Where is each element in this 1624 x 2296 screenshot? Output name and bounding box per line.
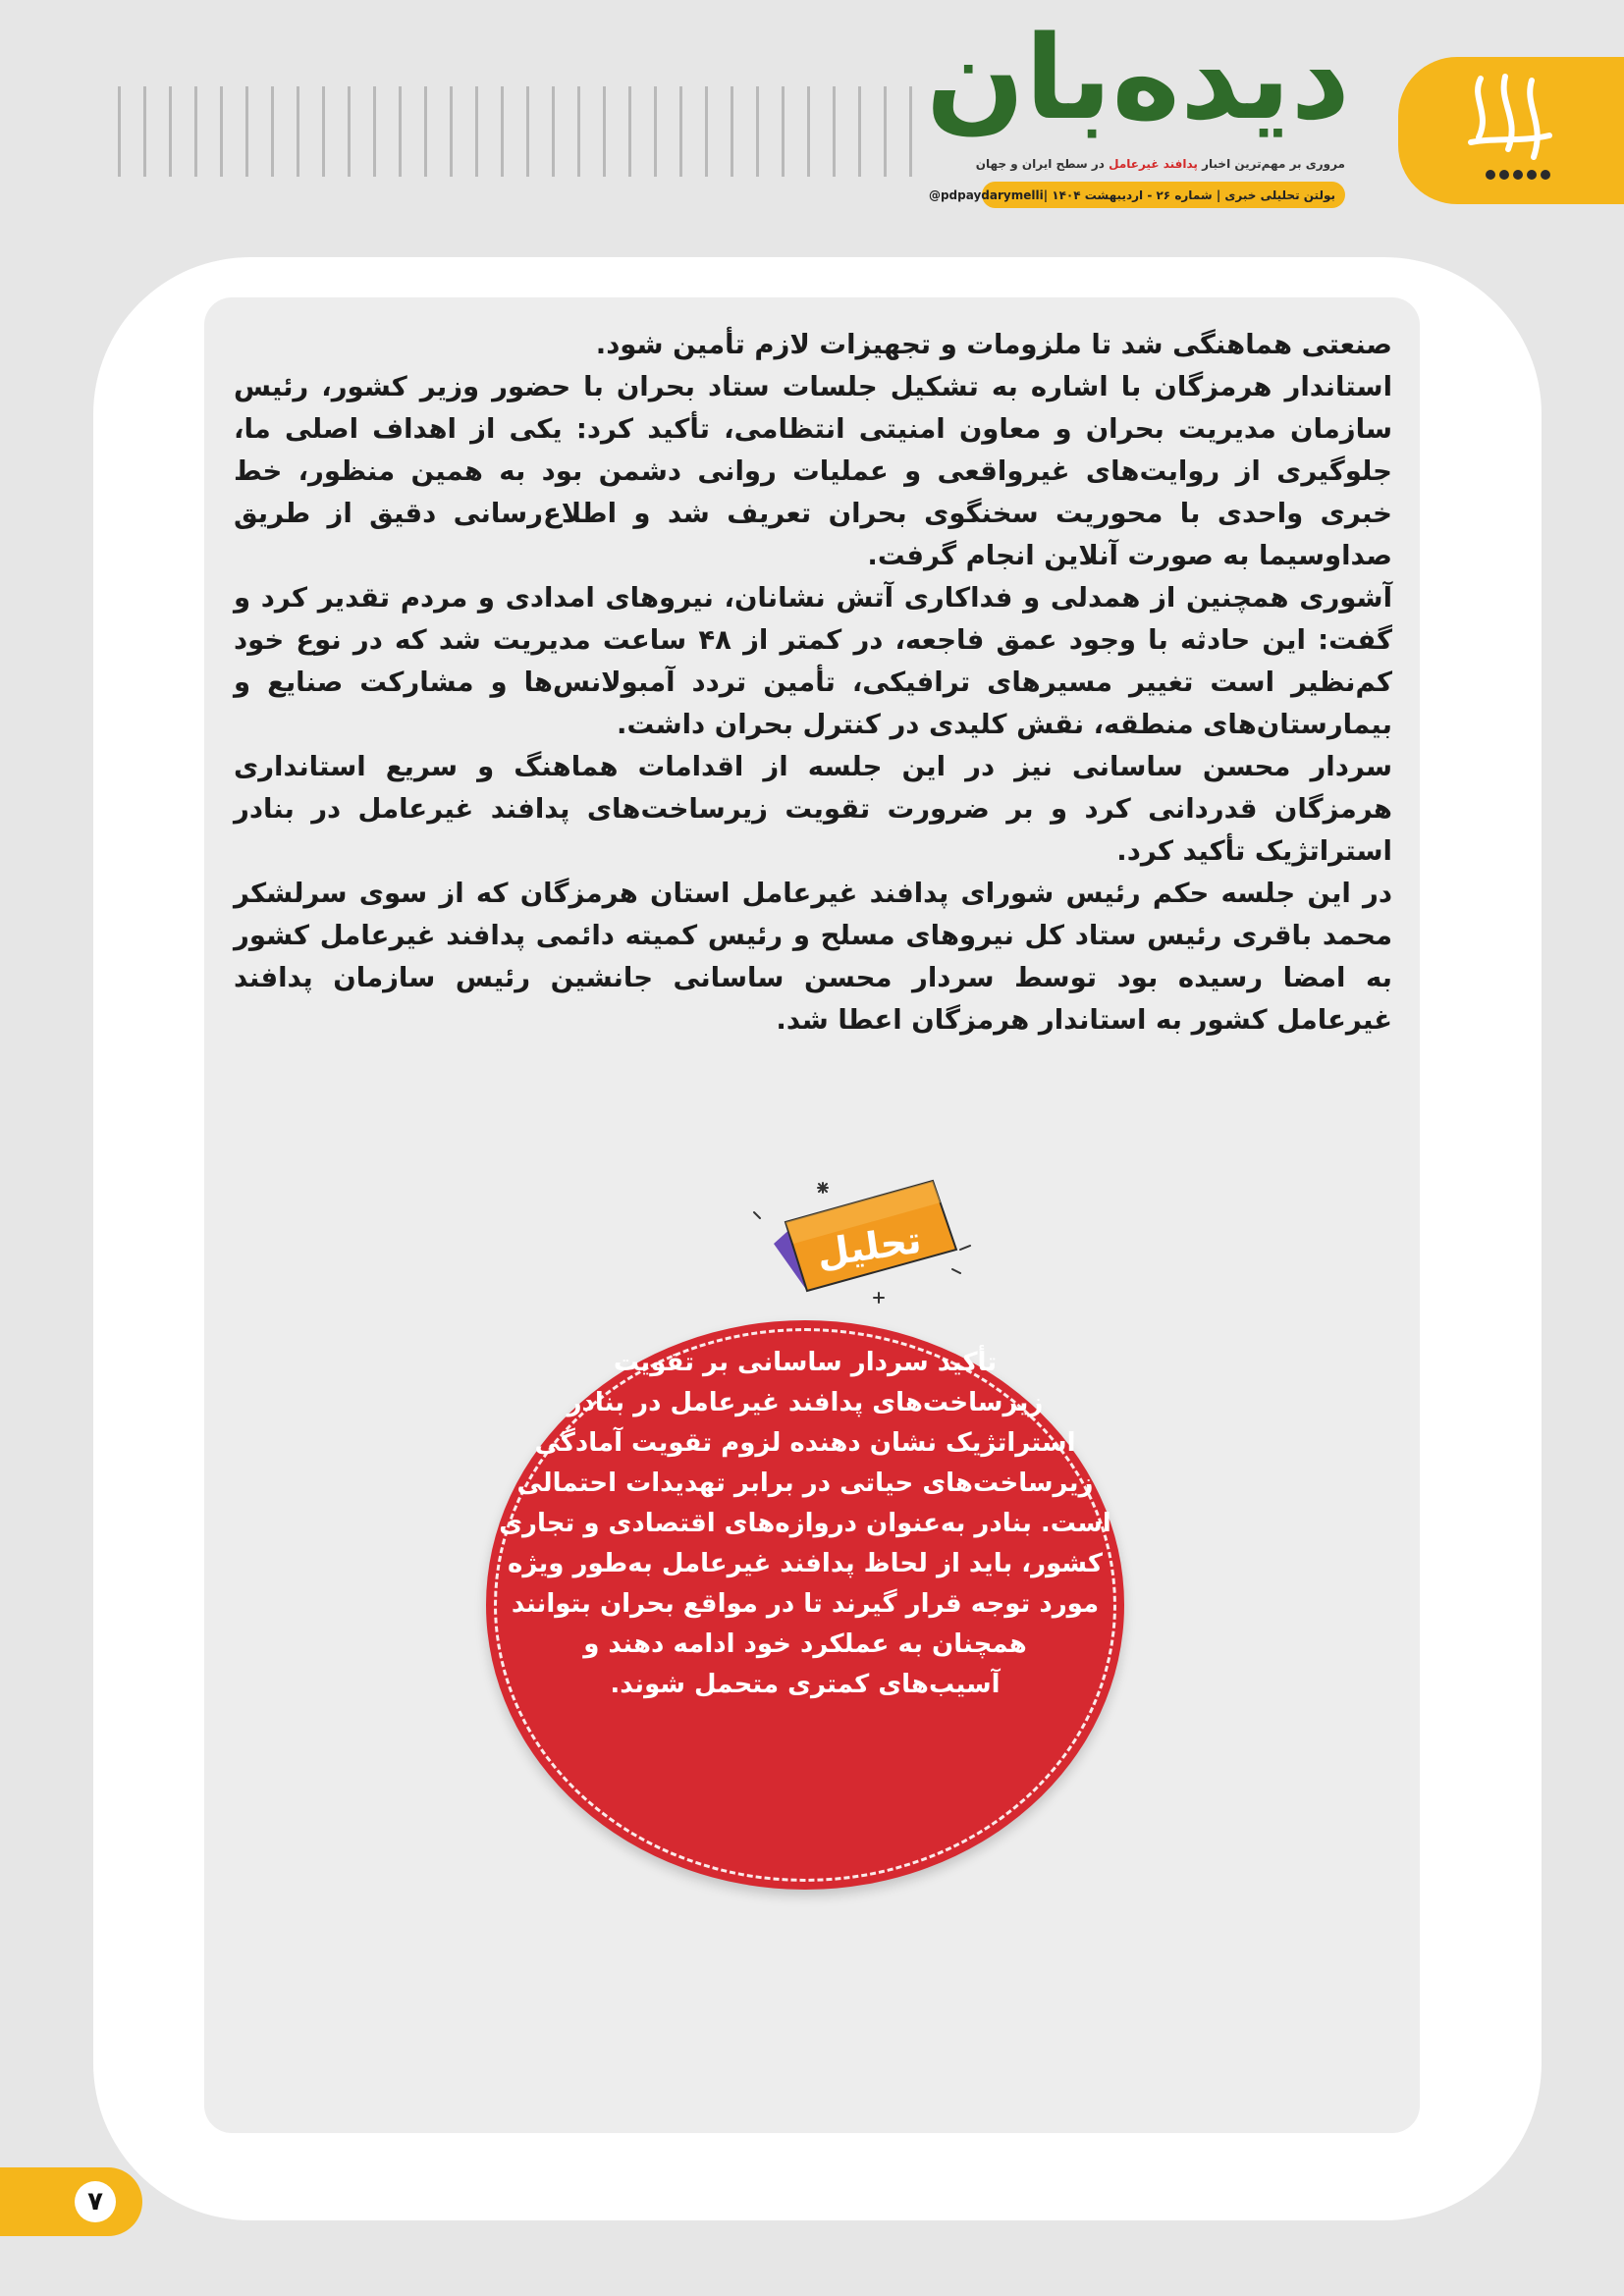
header-tagline: مروری بر مهم‌ترین اخبار پدافند غیرعامل در سطح ایران و جهان — [975, 157, 1345, 171]
page-number-tab — [0, 2167, 142, 2236]
tagline-highlight: پدافند غیرعامل — [1109, 157, 1198, 171]
social-handle: @pdpaydarymelli — [928, 187, 1044, 202]
article-paragraph: سردار محسن ساسانی نیز در این جلسه از اقدامات هماهنگ و سریع استانداری هرمزگان قدردانی کرد و بر ضرورت تقویت زیرساخت‌های پدافند غیرعامل در بنادر استراتژیک تأکید کرد. — [234, 751, 1392, 867]
page-number: ۷ — [75, 2181, 116, 2222]
article-paragraph: استاندار هرمزگان با اشاره به تشکیل جلسات ستاد بحران با حضور وزیر کشور، رئیس سازمان مدیریت بحران و معاون امنیتی انتظامی، تأکید کرد: یکی از اهداف اصلی ما، جلوگیری از روایت‌های غیرواقعی و عملیات روانی دشمن بود به همین منظور، خط خبری واحدی با محوریت سخنگوی بحران تعریف شد و اطلاع‌رسانی دقیق از طریق صداوسیما به صورت آنلاین انجام گرفت. — [234, 371, 1392, 571]
article-paragraph: در این جلسه حکم رئیس شورای پدافند غیرعامل استان هرمزگان که از سوی سرلشکر محمد باقری رئیس ستاد کل نیروهای مسلح و رئیس کمیته دائمی پدافند غیرعامل کشور به امضا رسیده بود توسط سردار محسن ساسانی جانشین رئیس سازمان پدافند غیرعامل کشور به استاندار هرمزگان اعطا شد. — [234, 878, 1392, 1036]
analysis-badge-label: تحلیل — [814, 1217, 924, 1276]
analysis-line: کشور، باید از لحاظ پدافند غیرعامل به‌طور ویژه — [508, 1549, 1103, 1578]
bulletin-info-bar — [928, 182, 1345, 208]
analysis-line: آسیب‌های کمتری متحمل شوند. — [610, 1670, 1001, 1699]
analysis-line: زیرساخت‌های پدافند غیرعامل در بنادر — [567, 1388, 1044, 1417]
analysis-line: مورد توجه قرار گیرند تا در مواقع بحران بتوانند — [511, 1589, 1100, 1619]
analysis-line: همچنان به عملکرد خود ادامه دهند و — [583, 1629, 1027, 1659]
article-paragraph: آشوری همچنین از همدلی و فداکاری آتش نشانان، نیروهای امدادی و مردم تقدیر کرد و گفت: این حادثه با وجود عمق فاجعه، در کمتر از ۴۸ ساعت مدیریت شد که در نوع خود کم‌نظیر است تغییر مسیرهای ترافیکی، تأمین تردد آمبولانس‌ها و مشارکت صنایع و بیمارستان‌های منطقه، نقش کلیدی در کنترل بحران داشت. — [234, 582, 1392, 740]
article-body — [234, 324, 1392, 1041]
analysis-line: استراتژیک نشان دهنده لزوم تقویت آمادگی — [534, 1428, 1076, 1458]
logo-title: دیده‌بان — [925, 10, 1350, 145]
analysis-line: است. بنادر به‌عنوان دروازه‌های اقتصادی و تجاری — [499, 1509, 1111, 1538]
paydari-melli-logo-icon — [1451, 69, 1569, 187]
article-paragraph: صنعتی هماهنگی شد تا ملزومات و تجهیزات لازم تأمین شود. — [595, 329, 1392, 360]
header-decorative-stripes — [118, 86, 923, 177]
analysis-text — [491, 1343, 1119, 1705]
analysis-line: تأکید سردار ساسانی بر تقویت — [613, 1348, 998, 1377]
bulletin-info: بولتن تحلیلی خبری | شماره ۲۶ - اردیبهشت ۱۴۰۴ | — [1043, 187, 1335, 202]
analysis-line: زیرساخت‌های حیاتی در برابر تهدیدات احتمالی — [516, 1468, 1094, 1498]
